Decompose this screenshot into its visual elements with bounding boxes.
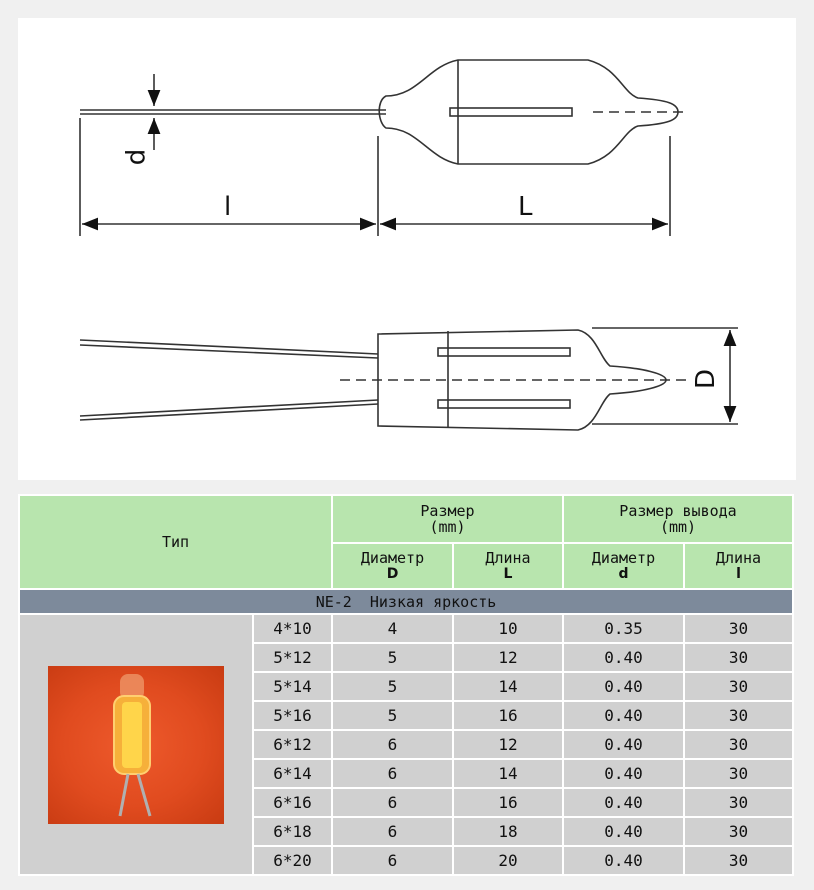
header-length-L: Длина L [453,543,563,589]
lamp-photo [48,666,224,824]
cell-d-dia: 6 [332,788,453,817]
cell-d: 0.40 [563,759,684,788]
cell-d-dia: 5 [332,701,453,730]
cell-l: 30 [684,788,793,817]
cell-d: 0.40 [563,730,684,759]
cell-l: 30 [684,817,793,846]
electrode-upper [438,348,570,356]
cell-l-len: 20 [453,846,563,875]
cell-d: 0.40 [563,788,684,817]
cell-d: 0.35 [563,614,684,643]
lamp-photo-cell [19,614,253,875]
cell-l-len: 16 [453,788,563,817]
cell-model: 5*12 [253,643,332,672]
header-length-l: Длина l [684,543,793,589]
cell-model: 6*12 [253,730,332,759]
cell-d-dia: 4 [332,614,453,643]
label-d: d [121,148,152,166]
header-diameter-d: Диаметр d [563,543,684,589]
cell-model: 6*16 [253,788,332,817]
cell-l-len: 12 [453,643,563,672]
electrode-top [450,108,572,116]
section-header: NE-2 Низкая яркость [19,589,793,614]
specs-table [18,494,794,876]
header-diameter-D: Диаметр D [332,543,453,589]
cell-l: 30 [684,846,793,875]
lamp-diagram [18,18,796,480]
header-size: Размер (mm) [332,495,563,543]
spec-rows [19,614,793,875]
cell-d-dia: 5 [332,643,453,672]
cell-l: 30 [684,730,793,759]
lead-wire-lower [80,400,378,416]
cell-l-len: 10 [453,614,563,643]
cell-d-dia: 5 [332,672,453,701]
cell-d: 0.40 [563,643,684,672]
cell-l: 30 [684,672,793,701]
cell-l-len: 18 [453,817,563,846]
cell-model: 6*20 [253,846,332,875]
cell-d-dia: 6 [332,759,453,788]
table-row [19,614,793,643]
cell-model: 4*10 [253,614,332,643]
label-l: l [224,192,232,222]
cell-l: 30 [684,701,793,730]
header-lead-size: Размер вывода (mm) [563,495,793,543]
label-L: L [518,192,533,222]
technical-drawing [18,18,796,480]
cell-d: 0.40 [563,846,684,875]
cell-l-len: 12 [453,730,563,759]
header-type: Тип [19,495,332,589]
cell-l-len: 16 [453,701,563,730]
cell-l: 30 [684,614,793,643]
cell-l-len: 14 [453,759,563,788]
cell-model: 6*18 [253,817,332,846]
cell-l: 30 [684,759,793,788]
side-view [80,60,686,236]
cell-model: 5*14 [253,672,332,701]
cell-d-dia: 6 [332,730,453,759]
cell-d-dia: 6 [332,817,453,846]
front-view [80,328,738,430]
cell-l-len: 14 [453,672,563,701]
cell-l: 30 [684,643,793,672]
cell-d: 0.40 [563,672,684,701]
electrode-lower [438,400,570,408]
cell-model: 6*14 [253,759,332,788]
cell-model: 5*16 [253,701,332,730]
cell-d-dia: 6 [332,846,453,875]
cell-d: 0.40 [563,817,684,846]
label-D: D [691,368,722,390]
neon-lamp-image [48,666,224,824]
cell-d: 0.40 [563,701,684,730]
